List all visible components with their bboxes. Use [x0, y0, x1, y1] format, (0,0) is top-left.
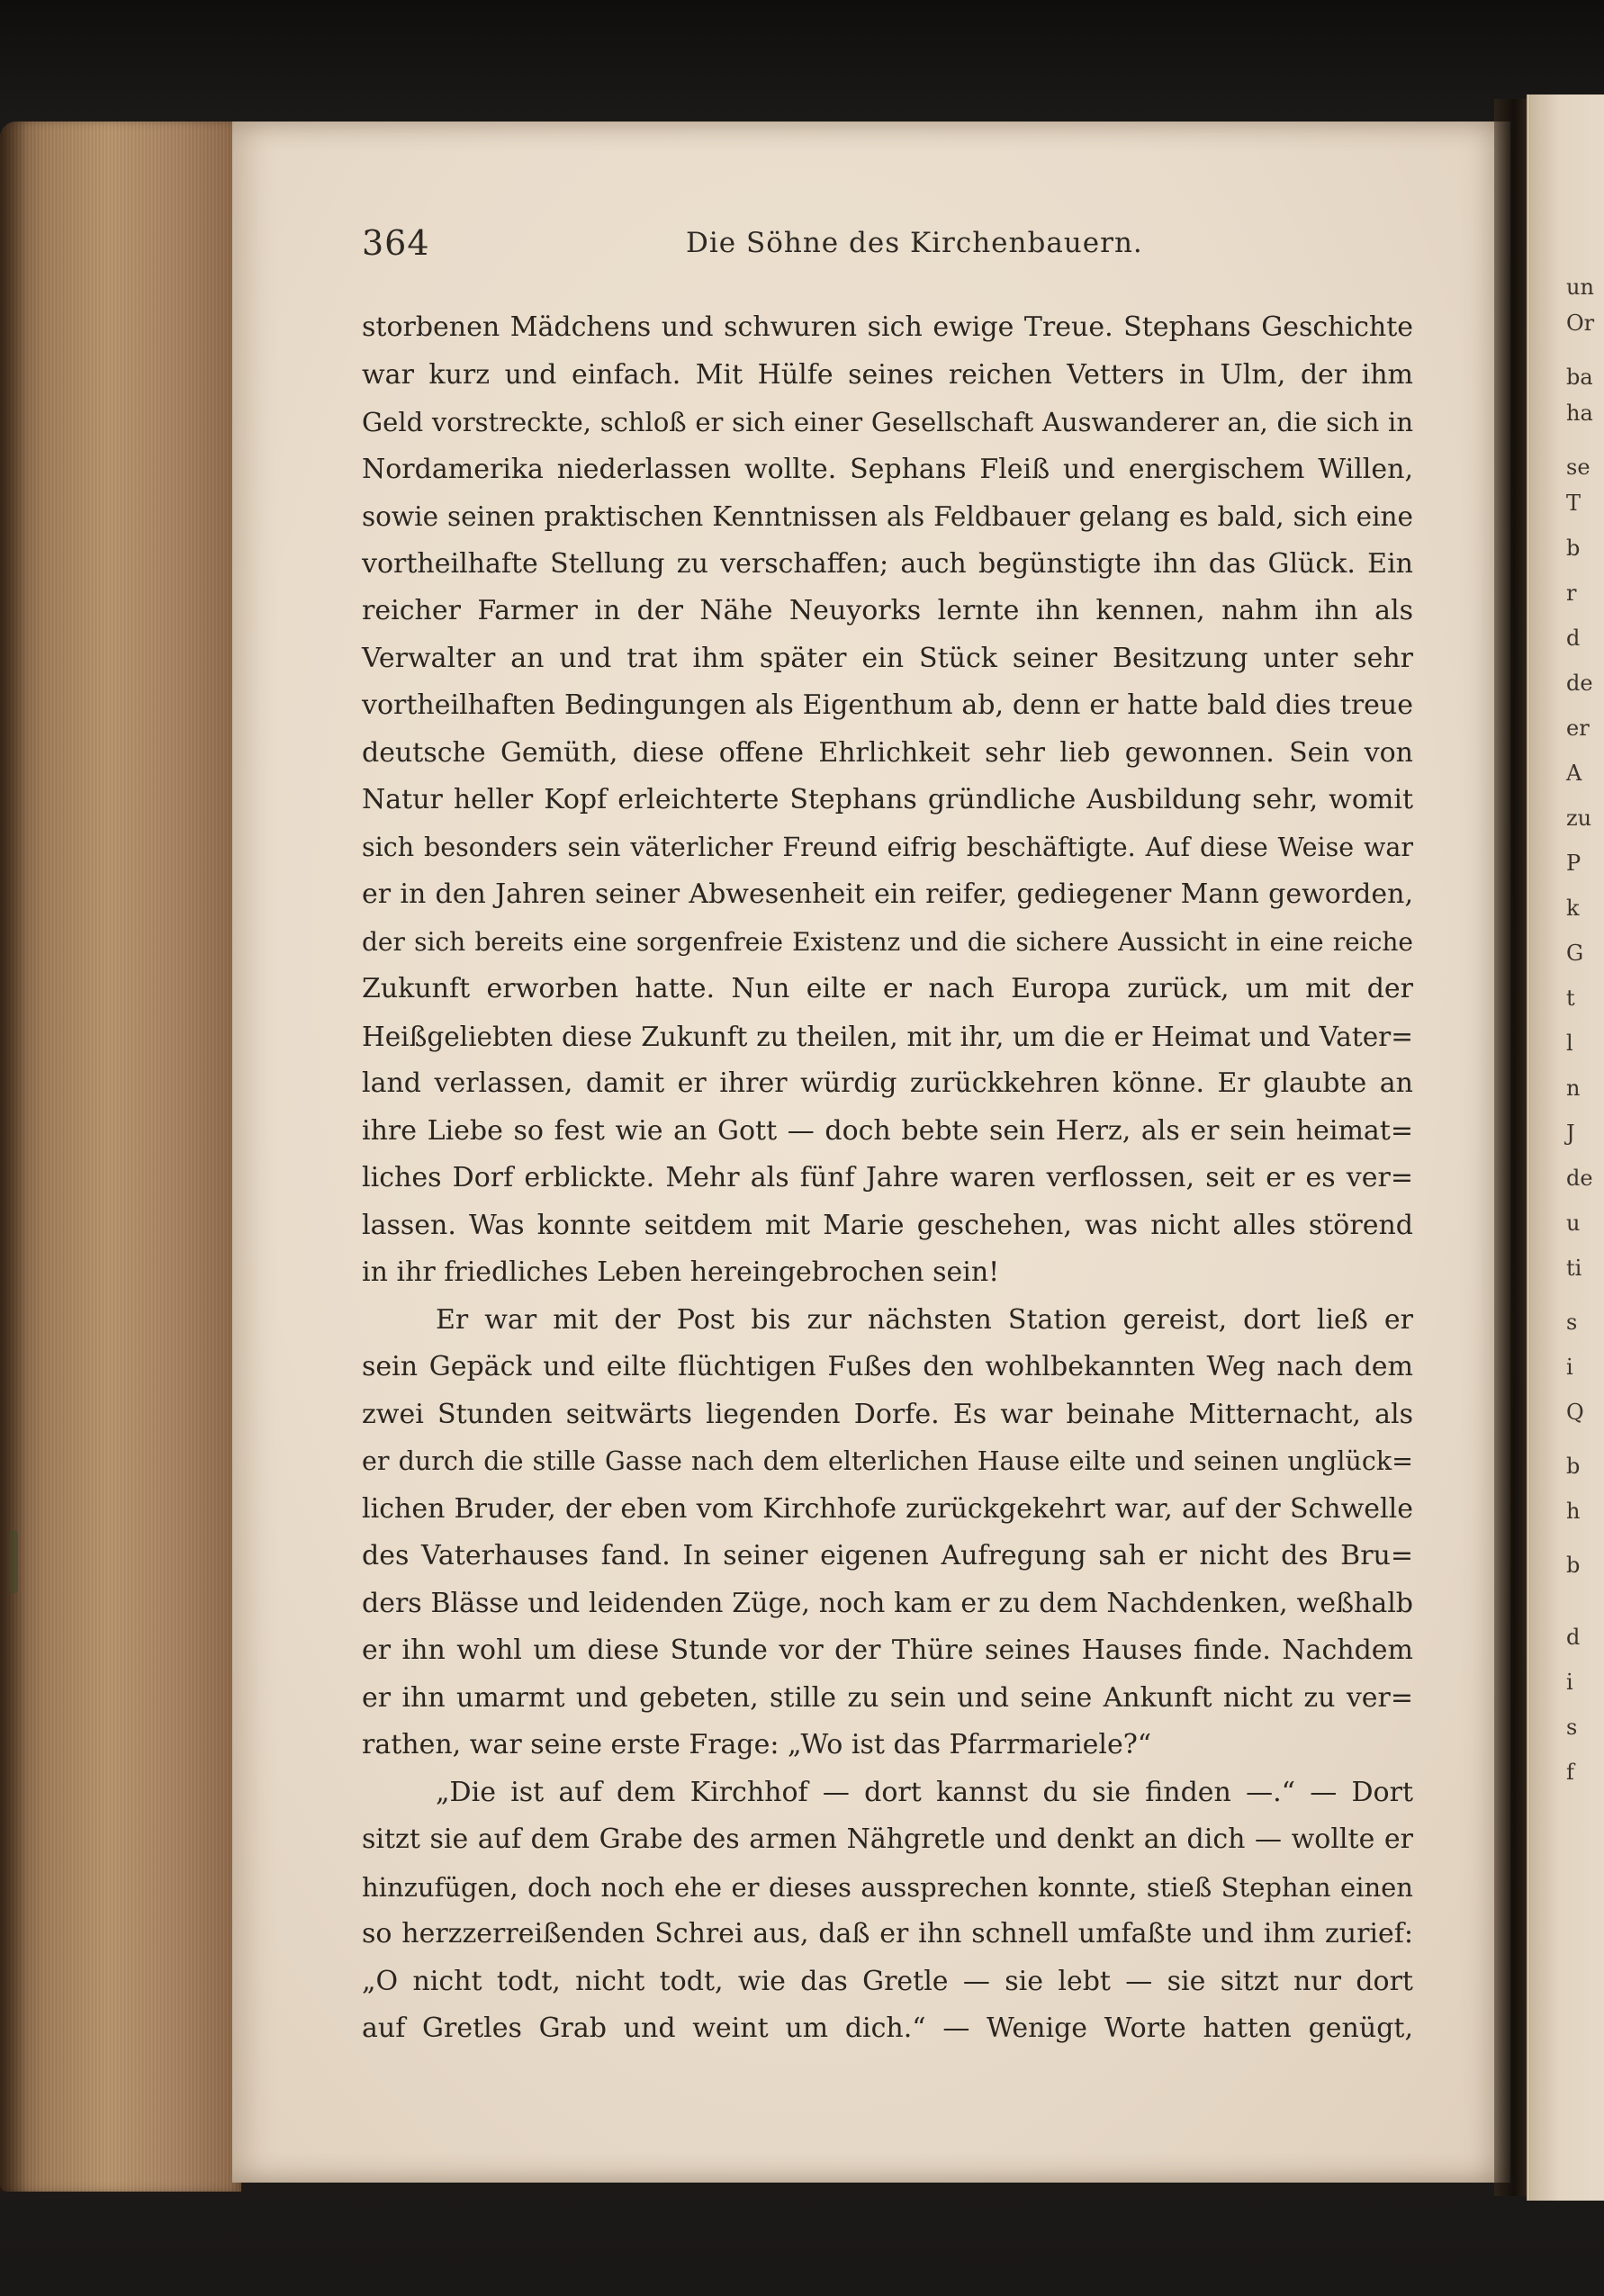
text-line: vortheilhaften Bedingungen als Eigenthum ab, denn er hatte bald dies treue — [362, 689, 1413, 721]
next-page-text-fragment: d — [1566, 626, 1581, 651]
text-line: Verwalter an und trat ihm später ein Stück seiner Besitzung unter sehr — [362, 642, 1413, 674]
text-line: ihre Liebe so fest wie an Gott — doch bebte sein Herz, als er sein heimat= — [362, 1114, 1413, 1147]
next-page-text-fragment: n — [1566, 1076, 1581, 1101]
next-page-text-fragment: t — [1566, 986, 1575, 1011]
text-line: des Vaterhauses fand. In seiner eigenen Aufregung sah er nicht des Bru= — [362, 1540, 1413, 1571]
next-page-text-fragment: s — [1566, 1715, 1578, 1740]
book-page-edges — [0, 122, 241, 2192]
next-page-text-fragment: b — [1566, 1553, 1581, 1578]
next-page-text-fragment: s — [1566, 1310, 1578, 1335]
text-line: sowie seinen praktischen Kenntnissen als Feldbauer gelang es bald, sich eine — [362, 501, 1413, 532]
next-page-text-fragment: J — [1566, 1121, 1575, 1146]
edge-stain — [9, 1530, 18, 1593]
next-page-text-fragment: b — [1566, 536, 1581, 561]
text-line: der sich bereits eine sorgenfreie Existenz und die sichere Aussicht in eine reiche — [362, 926, 1413, 957]
next-page-text-fragment: ha — [1566, 401, 1593, 426]
text-line: ders Blässe und leidenden Züge, noch kam er zu dem Nachdenken, weßhalb — [362, 1587, 1413, 1619]
next-page-text-fragment: k — [1566, 896, 1580, 921]
text-line: deutsche Gemüth, diese offene Ehrlichkeit sehr lieb gewonnen. Sein von — [362, 736, 1413, 769]
text-line: lichen Bruder, der eben vom Kirchhofe zurückgekehrt war, auf der Schwelle — [362, 1492, 1413, 1525]
text-line: er ihn wohl um diese Stunde vor der Thüre seines Hauses finde. Nachdem — [362, 1634, 1413, 1666]
text-line: „Die ist auf dem Kirchhof — dort kannst du sie finden —.“ — Dort — [436, 1776, 1413, 1808]
text-line: „O nicht todt, nicht todt, wie das Gretle — sie lebt — sie sitzt nur dort — [362, 1965, 1413, 1997]
page-number: 364 — [362, 223, 430, 263]
next-page-text-fragment: de — [1566, 671, 1593, 696]
next-page-text-fragment: er — [1566, 716, 1590, 741]
next-page-text-fragment: zu — [1566, 806, 1592, 831]
body-text — [362, 304, 1413, 2053]
text-line: liches Dorf erblickte. Mehr als fünf Jahre waren verflossen, seit er es ver= — [362, 1162, 1413, 1193]
text-line: Nordamerika niederlassen wollte. Sephans Fleiß und energischem Willen, — [362, 453, 1413, 485]
text-line: er durch die stille Gasse nach dem elterlichen Hause eilte und seinen unglück= — [362, 1446, 1413, 1476]
text-line: auf Gretles Grab und weint um dich.“ — Wenige Worte hatten genügt, — [362, 2012, 1413, 2044]
text-line: er ihn umarmt und gebeten, stille zu sein und seine Ankunft nicht zu ver= — [362, 1681, 1413, 1714]
text-line: vortheilhafte Stellung zu verschaffen; auch begünstigte ihn das Glück. Ein — [362, 547, 1413, 580]
text-line: Natur heller Kopf erleichterte Stephans gründliche Ausbildung sehr, womit — [362, 784, 1413, 815]
next-page-text-fragment: T — [1566, 491, 1581, 516]
next-page-text-fragment: u — [1566, 1211, 1581, 1236]
text-line: sitzt sie auf dem Grabe des armen Nähgretle und denkt an dich — wollte er — [362, 1823, 1413, 1855]
text-line: so herzzerreißenden Schrei aus, daß er ihn schnell umfaßte und ihm zurief: — [362, 1918, 1413, 1949]
next-page-text-fragment: i — [1566, 1670, 1573, 1695]
next-page-text-fragment: l — [1566, 1031, 1573, 1056]
text-line: er in den Jahren seiner Abwesenheit ein reifer, gediegener Mann geworden, — [362, 878, 1413, 910]
running-title: Die Söhne des Kirchenbauern. — [686, 227, 1143, 259]
next-page-text-fragment: P — [1566, 851, 1581, 876]
text-line: sich besonders sein väterlicher Freund eifrig beschäftigte. Auf diese Weise war — [362, 832, 1413, 862]
next-page-text-fragment: d — [1566, 1625, 1581, 1650]
text-line: Er war mit der Post bis zur nächsten Station gereist, dort ließ er — [436, 1303, 1413, 1336]
book-edge-shadow — [0, 122, 27, 2192]
text-line: in ihr friedliches Leben hereingebrochen sein! — [362, 1256, 1000, 1288]
text-line: reicher Farmer in der Nähe Neuyorks lernte ihn kennen, nahm ihn als — [362, 595, 1413, 626]
next-page-text-fragment: r — [1566, 581, 1577, 606]
text-line: Heißgeliebten diese Zukunft zu theilen, mit ihr, um die er Heimat und Vater= — [362, 1021, 1413, 1052]
text-line: lassen. Was konnte seitdem mit Marie geschehen, was nicht alles störend — [362, 1209, 1413, 1241]
next-page-text-fragment: b — [1566, 1454, 1581, 1479]
text-line: Zukunft erworben hatte. Nun eilte er nach Europa zurück, um mit der — [362, 973, 1413, 1004]
next-page-text-fragment: un — [1566, 275, 1594, 300]
next-page-sliver — [1530, 95, 1604, 2201]
book-gutter — [1494, 99, 1530, 2196]
text-line: storbenen Mädchens und schwuren sich ewige Treue. Stephans Geschichte — [362, 311, 1413, 343]
text-line: land verlassen, damit er ihrer würdig zurückkehren könne. Er glaubte an — [362, 1067, 1413, 1099]
next-page-text-fragment: f — [1566, 1760, 1574, 1785]
next-page-text-fragment: A — [1566, 761, 1582, 786]
next-page-text-fragment: ti — [1566, 1256, 1582, 1281]
text-line: sein Gepäck und eilte flüchtigen Fußes den wohlbekannten Weg nach dem — [362, 1351, 1413, 1382]
next-page-text-fragment: h — [1566, 1499, 1581, 1524]
next-page-text-fragment: se — [1566, 455, 1590, 480]
text-line: rathen, war seine erste Frage: „Wo ist das Pfarrmariele?“ — [362, 1729, 1152, 1760]
text-line: Geld vorstreckte, schloß er sich einer Gesellschaft Auswanderer an, die sich in — [362, 407, 1413, 437]
text-line: hinzufügen, doch noch ehe er dieses aussprechen konnte, stieß Stephan einen — [362, 1871, 1413, 1903]
next-page-text-fragment: G — [1566, 941, 1584, 966]
next-page-text-fragment: Q — [1566, 1400, 1584, 1425]
next-page-text-fragment: ba — [1566, 365, 1593, 390]
next-page-text-fragment: Or — [1566, 311, 1595, 336]
next-page-text-fragment: i — [1566, 1355, 1573, 1380]
text-line: zwei Stunden seitwärts liegenden Dorfe. Es war beinahe Mitternacht, als — [362, 1398, 1413, 1430]
next-page-text-fragment: de — [1566, 1166, 1593, 1191]
running-head — [362, 223, 1442, 268]
text-line: war kurz und einfach. Mit Hülfe seines reichen Vetters in Ulm, der ihm — [362, 358, 1413, 391]
